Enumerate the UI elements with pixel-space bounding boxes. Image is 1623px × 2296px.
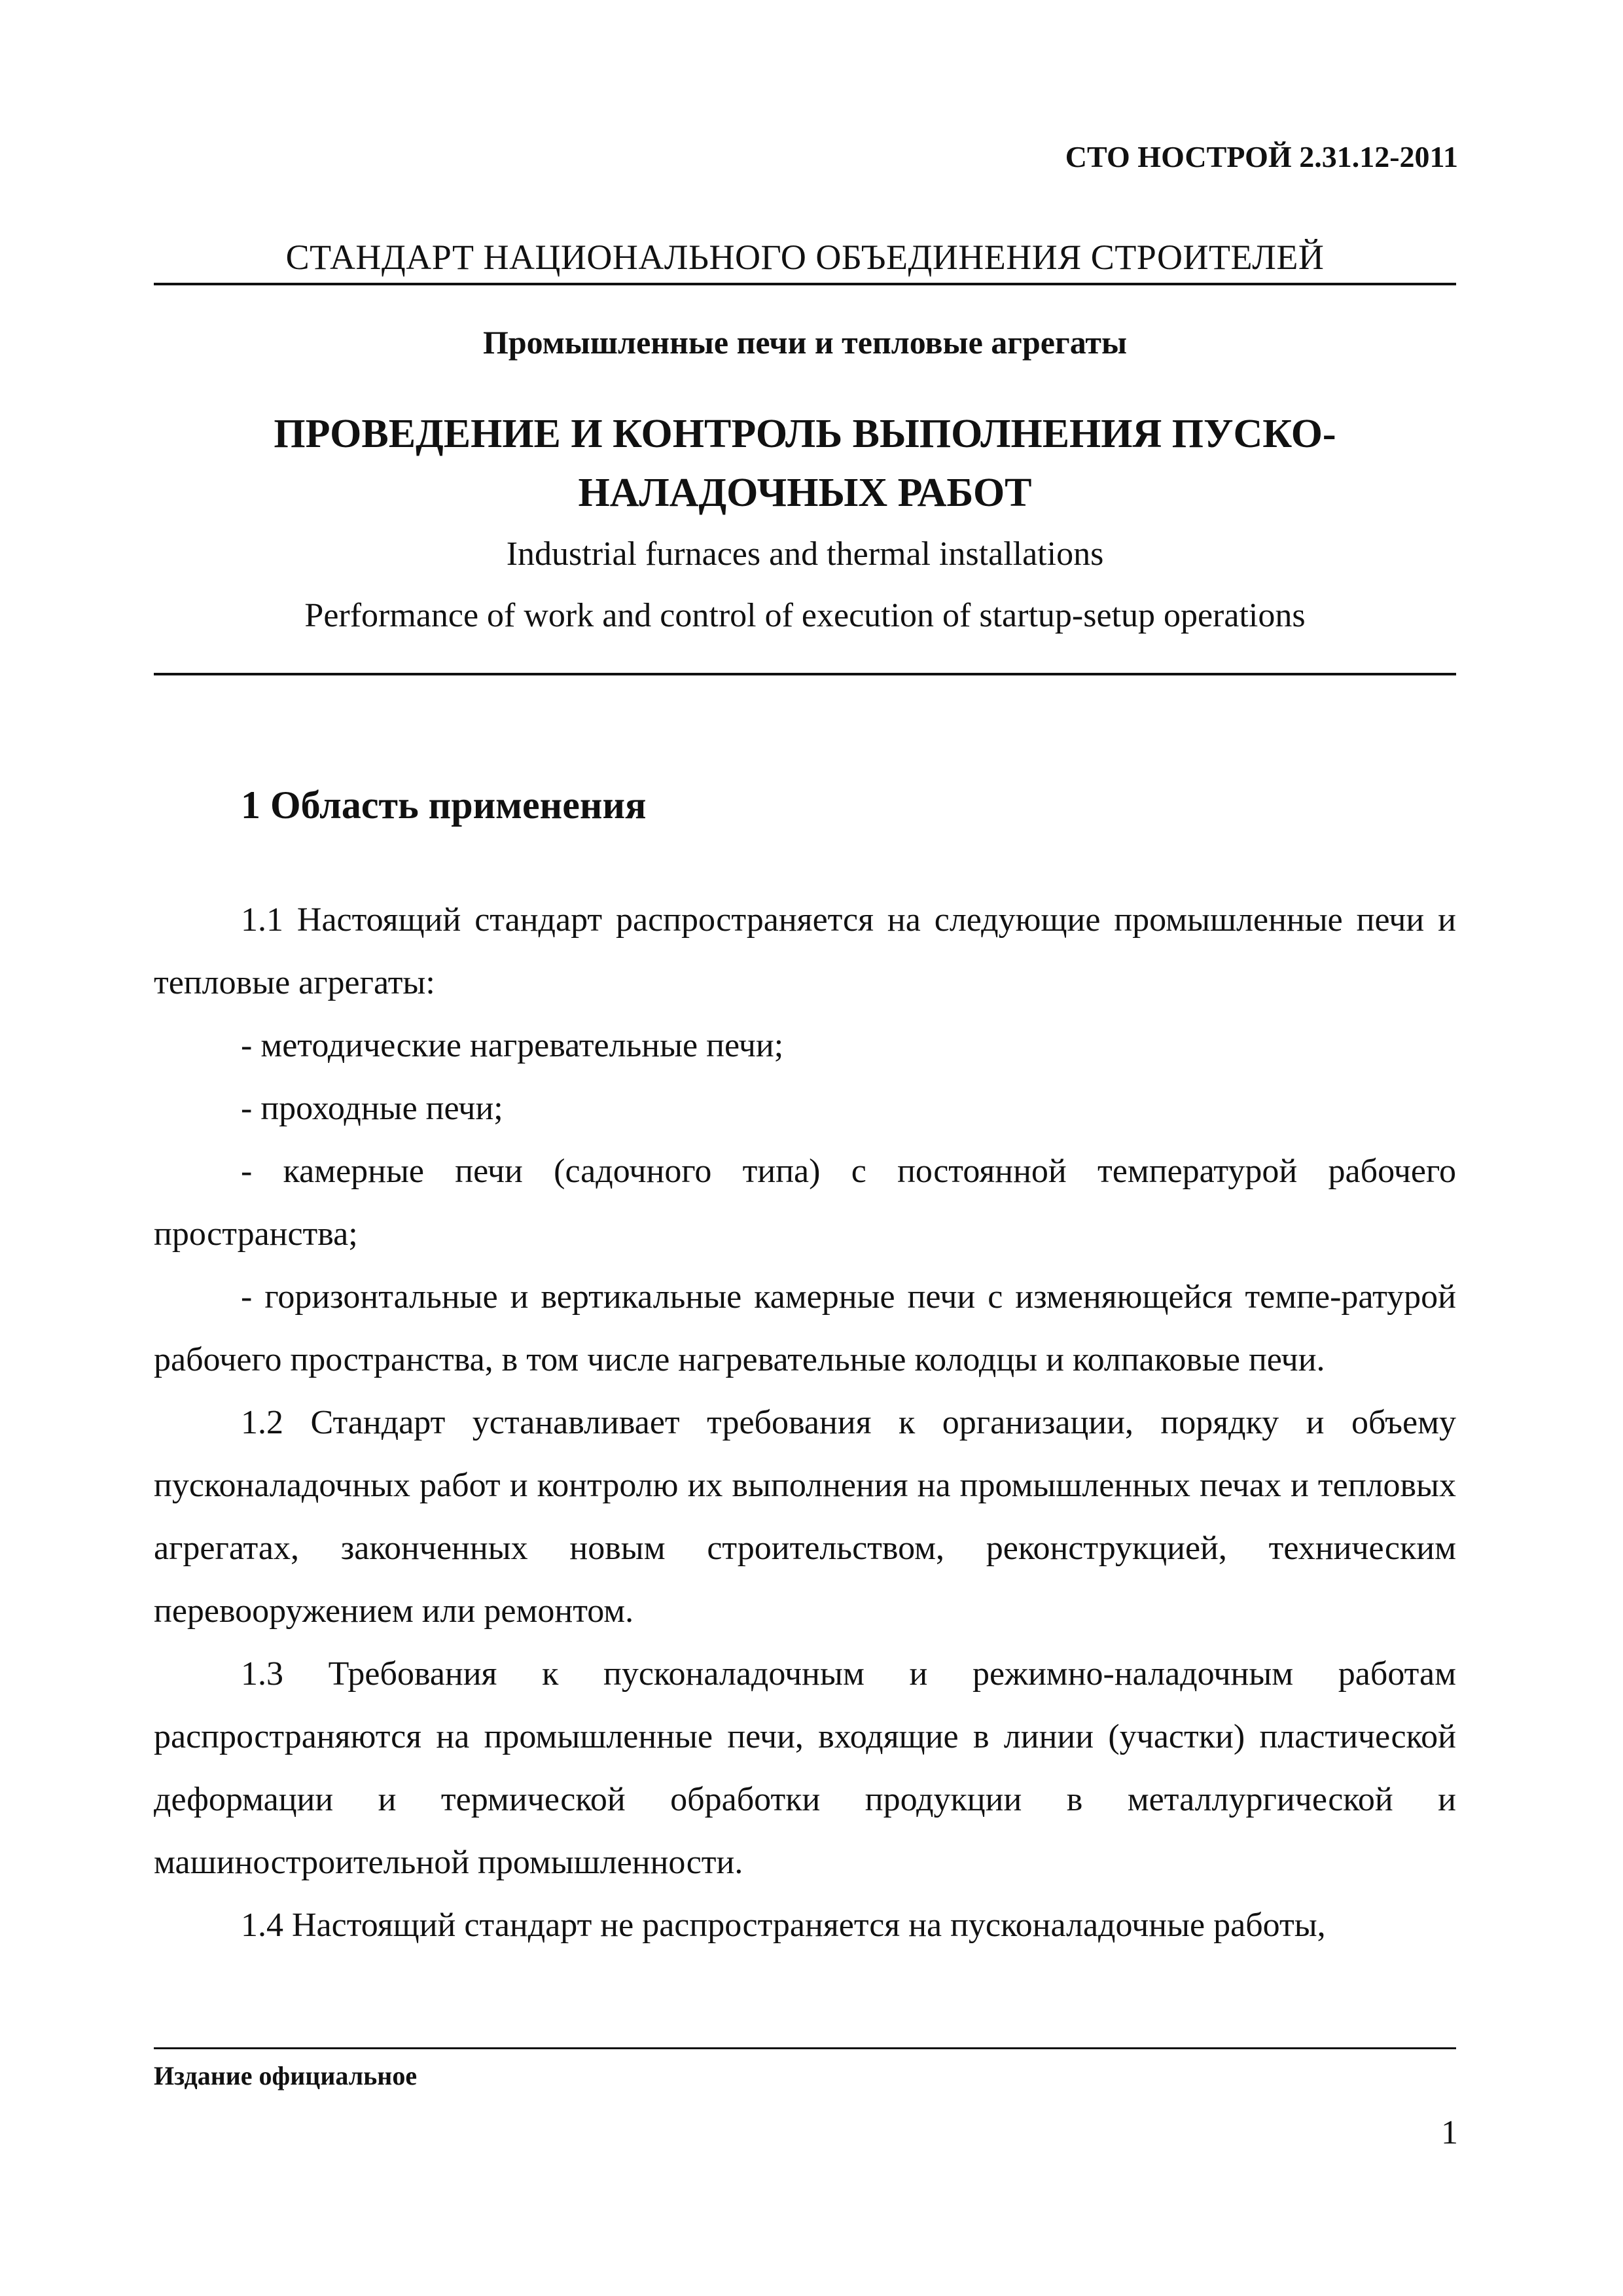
english-title-line-2: Performance of work and control of execution of startup-setup operations xyxy=(304,597,1306,634)
document-title-line-1: ПРОВЕДЕНИЕ И КОНТРОЛЬ ВЫПОЛНЕНИЯ ПУСКО- xyxy=(274,412,1336,456)
title-block-divider xyxy=(154,673,1456,675)
section-body xyxy=(154,889,1456,1957)
paragraph-1-2: 1.2 Стандарт устанавливает требования к организации, порядку и объему пусконаладочных работ и контролю их выполнения на промышленных печах и тепловых агрегатах, законченных новым строительством, реконструкцией, техническим перевооружением или ремонтом. xyxy=(154,1404,1456,1630)
english-title-line-1: Industrial furnaces and thermal installations xyxy=(506,535,1104,573)
paragraph-1-4: 1.4 Настоящий стандарт не распространяется на пусконаладочные работы, xyxy=(241,1907,1326,1944)
list-item: - методические нагревательные печи; xyxy=(241,1027,784,1064)
document-title xyxy=(154,404,1456,522)
paragraph-1-1: 1.1 Настоящий стандарт распространяется на следующие промышленные печи и тепловые агрегаты: xyxy=(154,901,1456,1001)
footer-divider xyxy=(154,2047,1456,2049)
edition-label: Издание официальное xyxy=(154,2061,418,2090)
section-heading: 1 Область применения xyxy=(241,783,647,827)
list-item: - проходные печи; xyxy=(241,1090,503,1127)
paragraph-1-3: 1.3 Требования к пусконаладочным и режимно-наладочным работам распространяются на промышленные печи, входящие в линии (участки) пластической деформации и термической обработки продукции в металлургической и машиностроительной промышленности. xyxy=(154,1655,1456,1881)
document-title-line-2: НАЛАДОЧНЫХ РАБОТ xyxy=(578,471,1032,515)
document-code: СТО НОСТРОЙ 2.31.12-2011 xyxy=(1065,140,1458,173)
organization-title: СТАНДАРТ НАЦИОНАЛЬНОГО ОБЪЕДИНЕНИЯ СТРОИТЕЛЕЙ xyxy=(285,238,1325,277)
list-item: - горизонтальные и вертикальные камерные печи с изменяющейся темпе-ратурой рабочего пространства, в том числе нагревательные колодцы и колпаковые печи. xyxy=(154,1278,1456,1378)
list-item: - камерные печи (садочного типа) с постоянной температурой рабочего пространства; xyxy=(154,1153,1456,1253)
standard-category: Промышленные печи и тепловые агрегаты xyxy=(482,324,1128,361)
header-divider xyxy=(154,283,1456,285)
page-number: 1 xyxy=(1441,2114,1458,2151)
